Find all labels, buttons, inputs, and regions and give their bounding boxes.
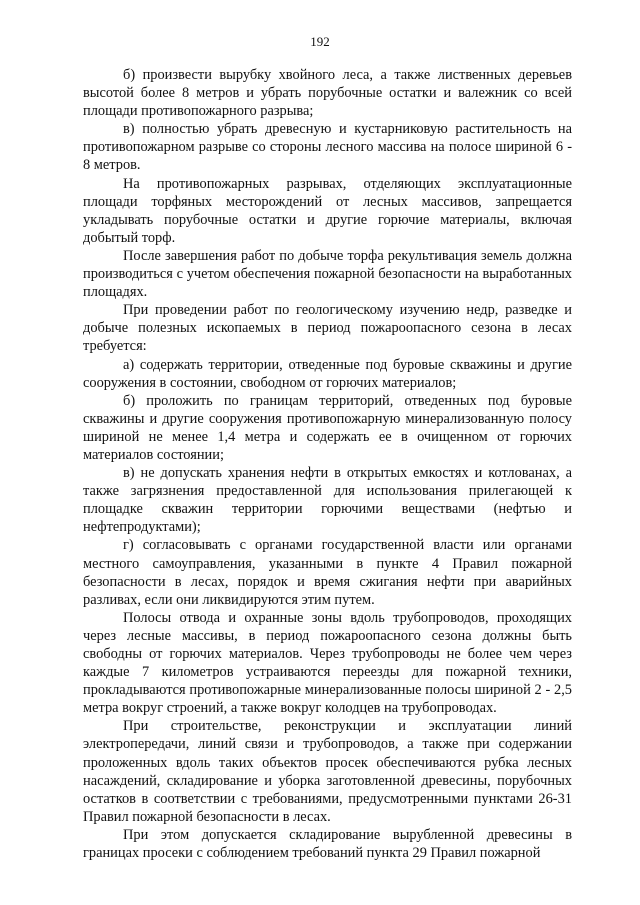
paragraph: При строительстве, реконструкции и эксплуатации линий электропередачи, линий связи и трубопроводов, а также при содержании проложенных вдоль таких объектов просек обеспечиваются рубка лесных насаждений, складирование и уборка заготовленной древесины, порубочных остатков в соответствии с требованиями, предусмотренными пунктами 26-31 Правил пожарной безопасности в лесах. — [83, 718, 572, 825]
paragraph: Полосы отвода и охранные зоны вдоль трубопроводов, проходящих через лесные массивы, в период пожароопасного сезона должны быть свободны от горючих материалов. Через трубопроводы не более чем через каждые 7 километров устраиваются переезды для пожарной техники, прокладываются противопожарные минерализованные полосы шириной 2 - 2,5 метра вокруг строений, а также вокруг колодцев на трубопроводах. — [83, 609, 572, 717]
page-number: 192 — [310, 34, 330, 49]
paragraph: г) согласовывать с органами государственной власти или органами местного самоуправления, указанными в пункте 4 Правил пожарной безопасности в лесах, порядок и время сжигания нефти при аварийных разливах, если они ликвидируются этим путем. — [83, 537, 572, 608]
paragraph: После завершения работ по добыче торфа рекультивация земель должна производиться с учетом обеспечения пожарной безопасности на выработанных площадях. — [83, 247, 572, 301]
body-text — [83, 66, 572, 862]
paragraph: а) содержать территории, отведенные под буровые скважины и другие сооружения в состоянии, свободном от горючих материалов; — [83, 356, 572, 391]
paragraph: При этом допускается складирование вырубленной древесины в границах просеки с соблюдением требований пункта 29 Правил пожарной — [83, 826, 572, 862]
paragraph: б) произвести вырубку хвойного леса, а также лиственных деревьев высотой более 8 метров и убрать порубочные остатки и валежник со всей площади противопожарного разрыва; — [83, 67, 572, 120]
paragraph: На противопожарных разрывах, отделяющих эксплуатационные площади торфяных месторождений от лесных массивов, запрещается укладывать порубочные остатки и другие горючие материалы, включая добытый торф. — [83, 175, 572, 246]
paragraph: в) полностью убрать древесную и кустарниковую растительность на противопожарном разрыве со стороны лесного массива на полосе шириной 6 - 8 метров. — [83, 121, 572, 174]
paragraph: б) проложить по границам территорий, отведенных под буровые скважины и другие сооружения противопожарную минерализованную полосу шириной не менее 1,4 метра и содержать ее в очищенном от горючих материалов состоянии; — [83, 392, 572, 463]
paragraph: в) не допускать хранения нефти в открытых емкостях и котлованах, а также загрязнения предоставленной для использования прилегающей к площадке скважин территории горючими веществами (нефтью и нефтепродуктами); — [83, 465, 572, 536]
paragraph: При проведении работ по геологическому изучению недр, разведке и добыче полезных ископаемых в период пожароопасного сезона в лесах требуется: — [83, 302, 572, 355]
